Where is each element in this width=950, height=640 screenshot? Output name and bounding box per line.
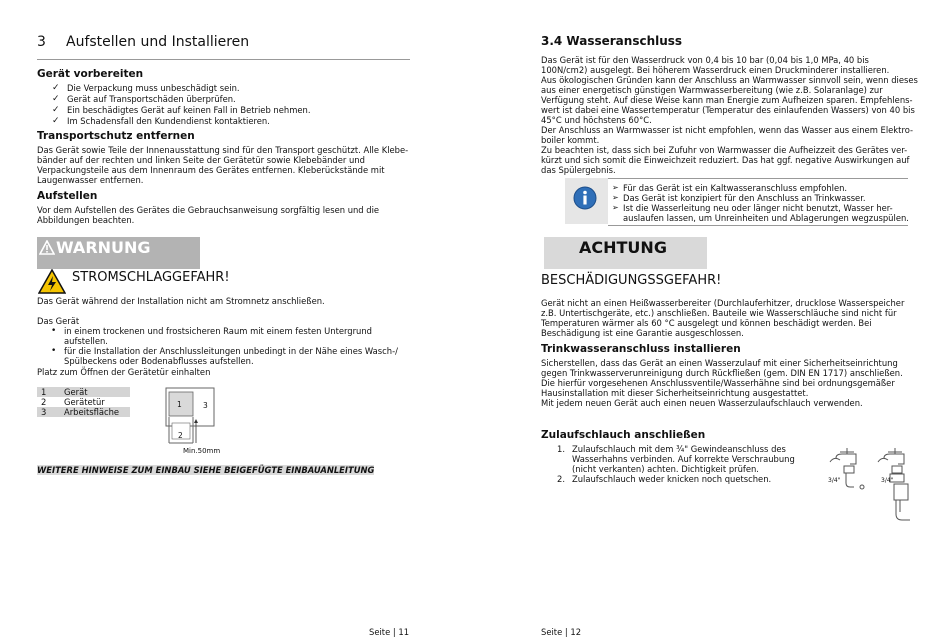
drinking-heading: Trinkwasseranschluss installieren — [541, 343, 741, 355]
diagram-label-3: 3 — [203, 401, 208, 410]
paragraph-line: kürzt und sich somit die Einweichzeit reduziert. Das hat ggf. negative Auswirkungen auf — [541, 155, 910, 165]
info-icon — [573, 186, 597, 210]
paragraph-line: Vor dem Aufstellen des Gerätes die Gebrauchsanweisung sorgfältig lesen und die — [37, 205, 380, 215]
legend-row — [37, 387, 130, 397]
paragraph-line: Das Gerät sowie Teile der Innenausstattung sind für den Transport geschützt. Alle Klebe- — [37, 145, 409, 155]
page-number-left: Seite | 11 — [369, 627, 410, 637]
paragraph-line: Das Gerät ist für den Wasserdruck von 0,4 bis 10 bar (0,04 bis 1,0 MPa, 40 bis — [541, 55, 869, 65]
faucet-hose-drawing — [826, 444, 926, 524]
info-item: ➢ Das Gerät ist konzipiert für den Anschluss an Trinkwasser. — [623, 193, 866, 203]
step-line: Zulaufschlauch weder knicken noch quetschen. — [572, 474, 772, 484]
paragraph-line: Aus ökologischen Gründen kann der Anschluss an Warmwasser sinnvoll sein, wenn dieses — [541, 75, 918, 85]
paragraph-line: boiler kommt. — [541, 135, 600, 145]
place-intro: Das Gerät — [37, 316, 80, 326]
warning-text: Das Gerät während der Installation nicht am Stromnetz anschließen. — [37, 296, 325, 306]
legend-label: Gerätetür — [64, 397, 105, 407]
step-line: Zulaufschlauch mit dem ¾" Gewindeanschluss des — [572, 444, 786, 454]
fig-thread-label: 3/4" — [828, 477, 841, 484]
installation-diagram — [165, 387, 235, 457]
paragraph-line: Hausinstallation mit dieser Sicherheitseinrichtung ausgestattet. — [541, 388, 809, 398]
legend-row — [37, 407, 130, 417]
paragraph-line: Gerät nicht an einen Heißwasserbereiter (Durchlauferhitzer, drucklose Wasserspeicher — [541, 298, 905, 308]
setup-heading: Aufstellen — [37, 190, 98, 202]
paragraph-line: Mit jedem neuen Gerät auch einen neuen Wasserzulaufschlauch verwenden. — [541, 398, 863, 408]
paragraph-line: bänder auf der rechten und linken Seite der Gerätetür sowie Klebebänder und — [37, 155, 365, 165]
paragraph-line: z.B. Untertischgeräte, etc.) anschließen. Bauteile wie Wasserschläuche sind nicht für — [541, 308, 897, 318]
check-item: ✓ Gerät auf Transportschäden überprüfen. — [67, 94, 236, 104]
check-item: ✓ Ein beschädigtes Gerät auf keinen Fall in Betrieb nehmen. — [67, 105, 311, 115]
legend-num: 2 — [41, 397, 47, 407]
paragraph-line: Abbildungen beachten. — [37, 215, 135, 225]
transport-heading: Transportschutz entfernen — [37, 130, 195, 142]
install-note: WEITERE HINWEISE ZUM EINBAU SIEHE BEIGEFÜGTE EINBAUANLEITUNG — [37, 465, 375, 475]
step-number: 1. — [557, 444, 565, 454]
fig-thread-label: 3/4" — [881, 477, 894, 484]
step-number: 2. — [557, 474, 565, 484]
paragraph-line: Verfügung steht. Auf diese Weise kann man Energie zum Aufheizen sparen. Empfehlens- — [541, 95, 913, 105]
paragraph-line: aus einer energetisch günstigen Warmwasserbereitung (wie z.B. Solaranlage) zur — [541, 85, 883, 95]
legend-num: 3 — [41, 407, 47, 417]
diagram-drawing — [165, 387, 235, 445]
info-item: ➢ Für das Gerät ist ein Kaltwasseranschluss empfohlen. — [623, 183, 847, 193]
info-item: ➢ Ist die Wasserleitung neu oder länger nicht benutzt, Wasser her- — [623, 203, 893, 213]
legend-label: Arbeitsfläche — [64, 407, 120, 417]
paragraph-line: 45°C und höchstens 60°C. — [541, 115, 652, 125]
bullet-item-cont: aufstellen. — [64, 336, 108, 346]
paragraph-line: Laugenwasser entfernen. — [37, 175, 144, 185]
step-line: Wasserhahns verbinden. Auf korrekte Verschraubung — [572, 454, 795, 464]
warning-label: WARNUNG — [56, 238, 151, 257]
paragraph-line: Zu beachten ist, dass sich bei Zufuhr von Warmwasser die Aufheizzeit des Gerätes ver- — [541, 145, 908, 155]
paragraph-line: Sicherstellen, dass das Gerät an einen Wasserzulauf mit einer Sicherheitseinrichtung — [541, 358, 898, 368]
space-note: Platz zum Öffnen der Gerätetür einhalten — [37, 367, 211, 377]
warning-hazard: STROMSCHLAGGEFAHR! — [72, 270, 230, 285]
diagram-min-label: Min.50mm — [183, 447, 221, 455]
caution-banner — [544, 237, 707, 269]
paragraph-line: Verpackungsteile aus dem Innenraum des Gerätes entfernen. Kleberückstände mit — [37, 165, 385, 175]
bullet-item: • in einem trockenen und frostsicheren Raum mit einem festen Untergrund — [64, 326, 372, 336]
check-item: ✓ Die Verpackung muss unbeschädigt sein. — [67, 83, 240, 93]
bullet-item: • für die Installation der Anschlussleitungen unbedingt in der Nähe eines Wasch-/ — [64, 346, 398, 356]
legend-num: 1 — [41, 387, 47, 397]
caution-label: ACHTUNG — [579, 238, 667, 257]
title-rule — [37, 59, 410, 60]
paragraph-line: 100N/cm2) ausgelegt. Bei höherem Wasserdruck einen Druckminderer installieren. — [541, 65, 890, 75]
diagram-label-2: 2 — [178, 431, 183, 440]
hose-heading: Zulaufschlauch anschließen — [541, 429, 706, 441]
check-item: ✓ Im Schadensfall den Kundendienst kontaktieren. — [67, 116, 270, 126]
paragraph-line: Der Anschluss an Warmwasser ist nicht empfohlen, wenn das Wasser aus einem Elektro- — [541, 125, 913, 135]
section-title-right: 3.4 Wasseranschluss — [541, 34, 683, 48]
paragraph-line: Temperaturen wärmer als 60 °C ausgelegt und können beschädigt werden. Bei — [541, 318, 872, 328]
paragraph-line: das Spülergebnis. — [541, 165, 616, 175]
bullet-item-cont: Spülbeckens oder Bodenabflusses aufstellen. — [64, 356, 254, 366]
electric-hazard-icon — [38, 269, 66, 294]
section-title: Aufstellen und Installieren — [66, 34, 250, 50]
page-number-right: Seite | 12 — [541, 627, 582, 637]
section-number: 3 — [37, 34, 46, 50]
caution-hazard: BESCHÄDIGUNGSSGEFAHR! — [541, 273, 722, 288]
hose-figure — [826, 444, 926, 524]
warning-triangle-icon — [39, 240, 55, 255]
legend-row — [37, 397, 130, 407]
paragraph-line: wert ist dabei eine Wassertemperatur (Temperatur des einlaufenden Wassers) von 40 bis — [541, 105, 915, 115]
paragraph-line: gegen Trinkwasserverunreinigung durch Rückfließen (gem. DIN EN 1717) anschließen. — [541, 368, 903, 378]
info-item-cont: auslaufen lassen, um Unreinheiten und Ablagerungen wegzuspülen. — [623, 213, 909, 223]
step-line: (nicht verkanten) achten. Dichtigkeit prüfen. — [572, 464, 759, 474]
prepare-heading: Gerät vorbereiten — [37, 68, 144, 80]
legend-label: Gerät — [64, 387, 88, 397]
diagram-label-1: 1 — [177, 400, 182, 409]
paragraph-line: Beschädigung ist eine Garantie ausgeschlossen. — [541, 328, 744, 338]
paragraph-line: Die hierfür vorgesehenen Anschlussventile/Wasserhähne sind bei ordnungsgemäßer — [541, 378, 895, 388]
warning-banner — [37, 237, 200, 269]
